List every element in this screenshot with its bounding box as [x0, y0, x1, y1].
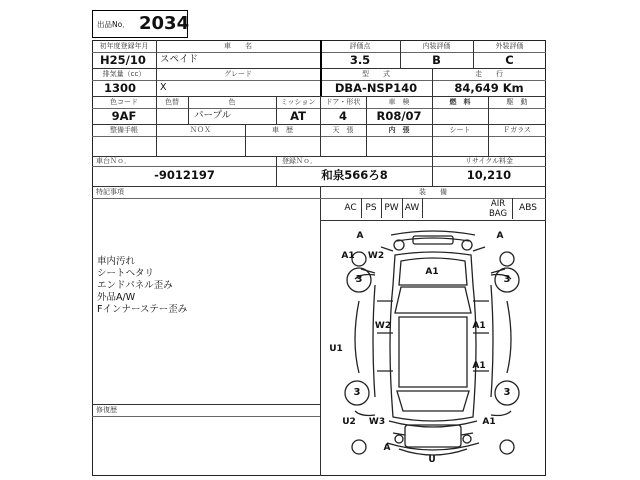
damage-mark: U2	[342, 417, 356, 427]
score-value: 3.5	[349, 53, 371, 67]
damage-mark: U1	[329, 344, 343, 354]
mileage-value: 84,649 Km	[454, 81, 524, 95]
equipment-label: 装 備	[419, 188, 447, 196]
equipment-pw: PW	[381, 198, 403, 218]
inspection-label: 車 検	[388, 98, 410, 106]
note-line: 車内汚れ	[97, 256, 136, 267]
chassis-no-value: -9012197	[154, 168, 215, 182]
reg-year-label: 初年度登録年月	[99, 42, 149, 50]
lot-label: 出品No．	[97, 20, 130, 29]
damage-mark: W2	[367, 251, 385, 261]
note-line: エンドパネル歪み	[97, 280, 173, 291]
exterior-label: 外装評価	[495, 42, 524, 50]
plate-no-value: 和泉566ろ8	[321, 168, 388, 182]
color-code-value: 9AF	[111, 109, 137, 123]
damage-mark: W2	[374, 321, 392, 331]
nox-label: ＮＯＸ	[190, 126, 211, 134]
equipment-ac: AC	[340, 198, 362, 218]
note-line: 外品A/W	[97, 292, 136, 303]
color-change-label: 色替	[165, 98, 179, 106]
mission-label: ミッション	[280, 98, 316, 106]
notes-list	[97, 256, 317, 316]
color-value: パープル	[194, 110, 232, 121]
interior-label: 内装評価	[422, 42, 451, 50]
chassis-no-label: 車台Ｎｏ．	[96, 157, 131, 165]
inspection-value: R08/07	[376, 109, 422, 123]
equipment-abs: ABS	[519, 203, 537, 213]
displacement-value: 1300	[104, 81, 137, 95]
plate-no-label: 登録Ｎｏ．	[282, 157, 317, 165]
lot-box	[92, 10, 188, 38]
recycle-fee-value: 10,210	[466, 168, 512, 182]
roof-label: 天 張	[332, 126, 354, 134]
damage-mark: A1	[341, 251, 355, 261]
notes-label: 特記事項	[96, 188, 124, 196]
fuel-label: 燃 料	[449, 98, 471, 106]
seat-label: シート	[449, 126, 471, 134]
damage-mark: A1	[425, 267, 439, 277]
exterior-value: C	[505, 53, 514, 67]
repair-label: 修復歴	[96, 406, 117, 414]
drive-label: 駆 動	[506, 98, 528, 106]
interior-value: B	[432, 53, 441, 67]
interior-trim-label: 内 張	[388, 126, 410, 134]
lot-number: 2034	[139, 13, 190, 34]
color-label: 色	[228, 98, 236, 106]
maintenance-label: 整備手帳	[110, 126, 138, 134]
doors-value: 4	[338, 109, 347, 123]
car-name-label: 車 名	[224, 42, 252, 50]
score-label: 評価点	[349, 42, 371, 50]
history-label: 車 歴	[272, 126, 293, 134]
equipment-ps: PS	[361, 198, 382, 218]
f-glass-label: Ｆガラス	[503, 126, 531, 134]
mileage-label: 走 行	[475, 70, 503, 78]
color-code-label: 色コード	[110, 98, 138, 106]
damage-mark: A	[356, 231, 364, 241]
damage-mark: A	[383, 443, 391, 453]
tire-rear-right: 3	[503, 387, 511, 398]
grade-value: X	[160, 82, 167, 93]
tire-front-left: 3	[355, 274, 363, 285]
note-line: Fインナーステー歪み	[97, 304, 188, 315]
model-label: 型 式	[362, 70, 390, 78]
doors-label: ドア・形状	[325, 98, 361, 106]
recycle-fee-label: リサイクル料金	[464, 157, 514, 165]
grade-label: グレード	[224, 70, 252, 78]
damage-mark: U	[428, 455, 436, 465]
car-name-value: スペイド	[160, 54, 199, 65]
displacement-label: 排気量（cc）	[102, 70, 146, 78]
model-value: DBA-NSP140	[334, 81, 418, 95]
equipment-row	[320, 198, 546, 221]
damage-mark: A1	[472, 321, 486, 331]
tire-rear-left: 3	[353, 387, 361, 398]
damage-mark: A	[496, 231, 504, 241]
note-line: シートヘタリ	[97, 268, 155, 279]
reg-year-value: H25/10	[100, 53, 146, 67]
mission-value: AT	[290, 109, 306, 123]
damage-mark: W3	[368, 417, 386, 427]
damage-mark: A1	[482, 417, 496, 427]
damage-mark: A1	[472, 361, 486, 371]
tire-front-right: 3	[503, 274, 511, 285]
equipment-aw: AW	[402, 198, 423, 218]
equipment-airbag: AIR BAG	[484, 198, 513, 219]
